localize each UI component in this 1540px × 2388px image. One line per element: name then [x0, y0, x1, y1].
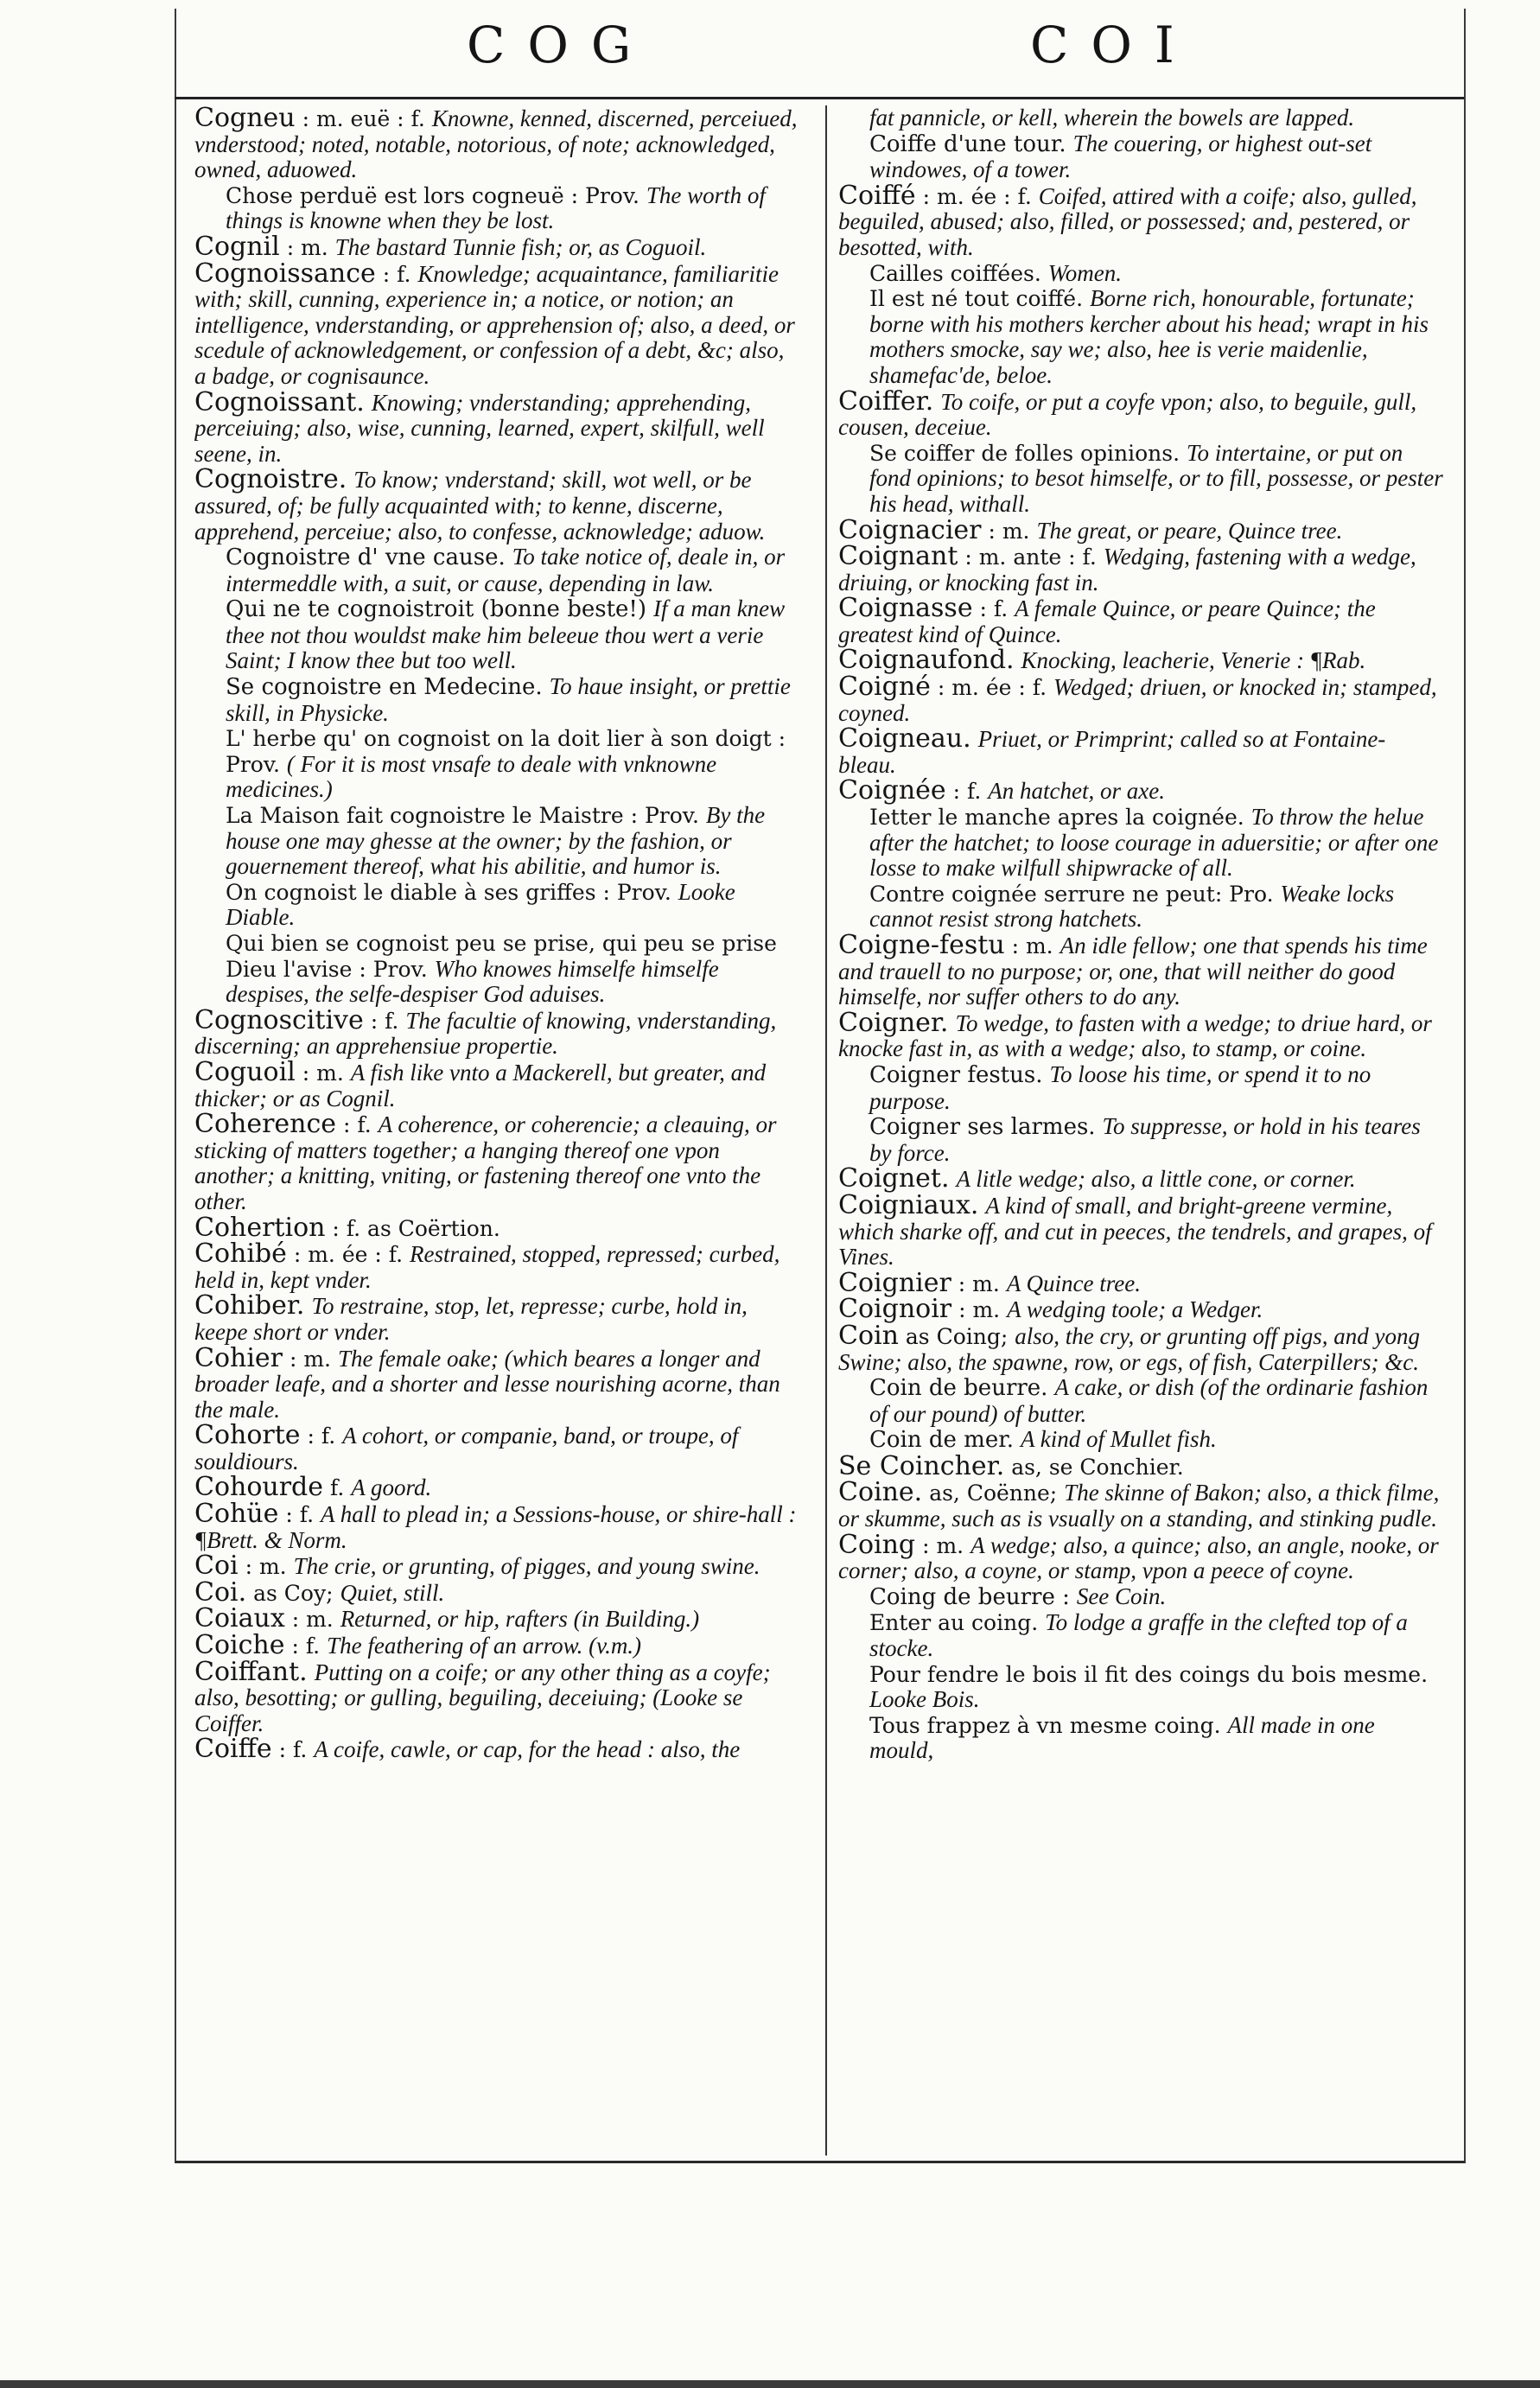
entry-headword: Qui ne te cognoistroit (bonne beste!) — [226, 596, 646, 623]
dictionary-entry — [194, 1420, 799, 1474]
dictionary-entry — [194, 1212, 799, 1243]
entry-french-gloss: : f. — [307, 1423, 336, 1449]
dictionary-entry — [194, 1111, 799, 1214]
entry-english-definition: Wedged; driuen, or knocked in; stamped, coyned. — [838, 674, 1437, 726]
entry-french-gloss: : m. — [922, 1532, 964, 1558]
entry-headword: Coine. — [838, 1477, 923, 1508]
dictionary-entry — [194, 1576, 799, 1608]
entry-french-gloss: : m. — [1011, 933, 1053, 958]
dictionary-entry — [838, 647, 1443, 674]
dictionary-entry — [194, 231, 799, 262]
entry-french-gloss: : f. — [382, 261, 411, 287]
entry-french-gloss: : m. — [988, 518, 1030, 544]
entry-french-gloss: : m. — [289, 1346, 332, 1372]
entry-french-gloss: : f. — [278, 1737, 308, 1763]
entry-english-definition: An hatchet, or axe. — [988, 778, 1165, 805]
entry-french-gloss: : f. — [291, 1633, 321, 1659]
dictionary-entry — [194, 1630, 799, 1661]
header-rule — [175, 97, 1464, 99]
entry-english-definition: Quiet, still. — [340, 1579, 445, 1606]
entry-english-definition: Looke Bois. — [869, 1686, 980, 1713]
entry-headword: Coiche — [194, 1630, 285, 1661]
entry-headword: Cohertion — [194, 1212, 326, 1243]
entry-english-definition: To know; vnderstand; skill, wot well, or be assured, of; be fully acquainted with; to kenne, discerne, apprehend, perceiue; also, to confesse, acknowledge; aduow. — [194, 467, 766, 544]
entry-french-gloss: : m. — [291, 1607, 334, 1633]
dictionary-entry — [838, 541, 1443, 595]
entry-french-gloss: Pour fendre le bois il fit des coings du bois mesme. — [869, 1661, 1429, 1687]
entry-english-definition: An idle fellow; one that spends his time and trauell to no purpose; or, one, that will neither do good himselfe, nor suffer others to do any. — [838, 933, 1428, 1010]
entry-english-definition: The worth of things is knowne when they be lost. — [226, 181, 766, 234]
entry-headword: Coherence — [194, 1109, 337, 1140]
entry-english-definition: The skinne of Bakon; also, a thick filme, or skumme, such as is vsually on a standing, and stinking pudle. — [838, 1480, 1440, 1532]
entry-french-gloss: : m. — [958, 1297, 1001, 1323]
entry-headword: Cognoscitive — [194, 1004, 364, 1035]
entry-headword: Coigneau. — [838, 723, 971, 755]
entry-english-definition: A coherence, or coherencie; a cleauing, or sticking of matters together; a hanging thereof one vpon another; a knitting, vniting, or fastening thereof one vnto the other. — [194, 1111, 777, 1214]
entry-english-definition: To lodge a graffe in the clefted top of a stocke. — [869, 1609, 1408, 1662]
entry-headword: Coi. — [194, 1576, 247, 1608]
entry-english-definition: The bastard Tunnie fish; or, as Coguoil. — [334, 233, 707, 260]
entry-headword: Coigner ses larmes. — [869, 1114, 1096, 1141]
entry-english-definition: See Coin. — [1076, 1582, 1167, 1609]
entry-headword: Coignoir — [838, 1294, 952, 1325]
dictionary-entry — [194, 105, 799, 183]
entry-headword: Cohorte — [194, 1420, 301, 1451]
dictionary-entry — [194, 1004, 799, 1060]
dictionary-entry — [838, 1477, 1443, 1532]
entry-french-gloss: as, Coënne; — [929, 1481, 1058, 1506]
dictionary-entry — [194, 1736, 799, 1763]
left-column — [194, 105, 799, 2154]
dictionary-entry — [838, 1296, 1443, 1323]
entry-english-definition: By the house one may ghesse at the owner; by the fashion, or gouernement thereof, what his abilitie, and humor is. — [226, 802, 766, 880]
entry-french-gloss: as Coing; — [905, 1323, 1009, 1349]
entry-french-gloss: Ietter le manche apres la coignée. — [869, 805, 1244, 831]
entry-headword: Cohibé — [194, 1239, 287, 1270]
entry-headword: Cognil — [194, 231, 280, 262]
entry-english-definition: Looke Diable. — [226, 878, 735, 931]
entry-english-definition: All made in one mould, — [869, 1711, 1375, 1764]
entry-french-gloss: : f. as Coërtion. — [332, 1215, 500, 1241]
dictionary-entry — [194, 1290, 799, 1345]
dictionary-entry — [194, 880, 799, 931]
entry-french-gloss: : f. — [285, 1502, 315, 1528]
dictionary-entry — [194, 544, 799, 596]
entry-headword: Coigne-festu — [838, 930, 1005, 960]
entry-english-definition: A wedging toole; a Wedger. — [1007, 1296, 1263, 1323]
dictionary-entry — [838, 1375, 1443, 1427]
entry-english-definition: Returned, or hip, rafters (in Building.) — [340, 1606, 700, 1633]
dictionary-entry — [194, 674, 799, 726]
dictionary-entry — [838, 131, 1443, 183]
entry-english-definition: Wedging, fastening with a wedge, driuing, or knocking fast in. — [838, 544, 1416, 595]
entry-headword: Coiffe — [194, 1734, 272, 1765]
entry-french-gloss: : m. ée : f. — [937, 675, 1047, 701]
dictionary-entry — [838, 286, 1443, 388]
entry-headword: Coignacier — [838, 514, 982, 545]
entry-english-definition: Knocking, leacherie, Venerie : ¶Rab. — [1021, 647, 1366, 674]
entry-english-definition: Coifed, attired with a coife; also, gulled, beguiled, abused; also, filled, or possessed; and, pestered, or besotted, with. — [838, 182, 1417, 260]
entry-headword: Coignasse — [838, 593, 973, 624]
entry-english-definition: A Quince tree. — [1006, 1270, 1141, 1296]
entry-english-definition: To intertaine, or put on fond opinions; to besot himselfe, or to fill, possesse, or pester his head, withall. — [869, 439, 1443, 517]
dictionary-entry — [838, 1007, 1443, 1062]
dictionary-entry — [194, 1501, 799, 1553]
entry-french-gloss: : m. ante : f. — [964, 544, 1097, 570]
entry-english-definition: To suppresse, or hold in his teares by force. — [869, 1113, 1421, 1166]
entry-headword: Coigner festus. — [869, 1061, 1043, 1088]
dictionary-entry — [194, 1056, 799, 1111]
entry-french-gloss: Se coiffer de folles opinions. — [869, 440, 1180, 466]
entry-french-gloss: as Coy; — [253, 1580, 334, 1606]
dictionary-entry — [838, 805, 1443, 882]
entry-english-definition: To haue insight, or prettie skill, in Physicke. — [226, 673, 791, 726]
entry-french-gloss: as, se Conchier. — [1011, 1454, 1184, 1480]
entry-headword: Coigner. — [838, 1007, 949, 1038]
dictionary-entry — [194, 803, 799, 880]
entry-english-definition: A cohort, or companie, band, or troupe, of souldiours. — [194, 1423, 739, 1474]
entry-headword: Coing de beurre : — [869, 1583, 1070, 1610]
running-head-right: COI — [1030, 16, 1197, 74]
column-divider — [825, 105, 827, 2156]
entry-french-gloss: Chose perduë est lors cogneuë : Prov. — [226, 182, 640, 208]
entry-headword: Cohier — [194, 1342, 283, 1373]
entry-french-gloss: On cognoist le diable à ses griffes : Prov. — [226, 879, 671, 905]
entry-french-gloss: Il est né tout coiffé. — [869, 286, 1084, 312]
entry-english-definition: Knowne, kenned, discerned, perceiued, vnderstood; noted, notable, notorious, of note; acknowledged, owned, aduowed. — [194, 105, 798, 183]
entry-headword: Coguoil — [194, 1056, 296, 1087]
dictionary-entry — [838, 1529, 1443, 1584]
entry-french-gloss: La Maison fait cognoistre le Maistre : Prov. — [226, 803, 699, 829]
dictionary-entry — [838, 385, 1443, 441]
entry-headword: Cohourde — [194, 1472, 324, 1503]
entry-english-definition: To restraine, stop, let, represse; curbe, hold in, keepe short or vnder. — [194, 1293, 748, 1345]
entry-headword: Cohüe — [194, 1499, 279, 1530]
entry-english-definition: Priuet, or Primprint; called so at Fontaine-bleau. — [838, 726, 1386, 778]
entry-english-definition: Weake locks cannot resist strong hatchets. — [869, 880, 1395, 933]
entry-headword: Coignaufond. — [838, 645, 1015, 676]
dictionary-entry — [838, 1114, 1443, 1166]
scan-edge — [0, 2380, 1540, 2388]
entry-french-gloss: f. — [329, 1475, 345, 1501]
entry-headword: Coi — [194, 1551, 239, 1582]
dictionary-entry — [838, 882, 1443, 933]
entry-english-definition: ( For it is most vnsafe to deale with vnknowne medicines.) — [226, 750, 717, 803]
entry-french-gloss: : m. — [245, 1554, 287, 1580]
entry-headword: Cohiber. — [194, 1290, 305, 1321]
entry-english-definition: Putting on a coife; or any other thing as a coyfe; also, besotting; or gulling, beguiling, deceiuing; (Looke se Coiffer. — [194, 1659, 771, 1736]
entry-english-definition: The feathering of an arrow. (v.m.) — [327, 1633, 642, 1659]
dictionary-entry — [838, 105, 1443, 131]
entry-english-definition: A wedge; also, a quince; also, an angle, nooke, or corner; also, a coyne, or stamp, vpon a peece of coyne. — [838, 1532, 1439, 1584]
entry-headword: Coiffé — [838, 180, 916, 211]
entry-headword: Coignant — [838, 541, 958, 572]
entry-english-definition: The crie, or grunting, of pigges, and young swine. — [293, 1553, 760, 1580]
entry-french-gloss: : m. ée : f. — [922, 183, 1032, 209]
dictionary-entry — [194, 596, 799, 674]
entry-headword: Se Coincher. — [838, 1450, 1005, 1481]
entry-french-gloss: : f. — [370, 1008, 399, 1034]
dictionary-entry — [838, 1662, 1443, 1713]
entry-french-gloss: Cailles coiffées. — [869, 260, 1041, 286]
entry-french-gloss: : m. ée : f. — [293, 1242, 404, 1268]
dictionary-entry — [838, 674, 1443, 726]
dictionary-entry — [838, 1320, 1443, 1375]
entry-french-gloss: Qui bien se cognoist peu se prise, qui peu se prise Dieu l'avise : Prov. — [226, 931, 777, 982]
dictionary-entry — [194, 1342, 799, 1423]
entry-english-definition: The great, or peare, Quince tree. — [1036, 517, 1343, 544]
dictionary-entry — [194, 183, 799, 234]
dictionary-entry — [194, 1603, 799, 1634]
entry-french-gloss: : m. — [958, 1270, 1000, 1296]
entry-french-gloss: Contre coignée serrure ne peut: Pro. — [869, 881, 1274, 907]
entry-french-gloss: L' herbe qu' on cognoist on la doit lier à son doigt : Prov. — [226, 726, 786, 777]
dictionary-entry — [838, 1427, 1443, 1454]
dictionary-entry — [838, 595, 1443, 647]
dictionary-entry — [194, 386, 799, 468]
entry-english-definition: A goord. — [351, 1474, 432, 1501]
dictionary-entry — [838, 930, 1443, 1010]
entry-headword: Coing — [838, 1529, 916, 1560]
entry-headword: Coiffer. — [838, 385, 934, 417]
entry-english-definition: If a man knew thee not thou wouldst make him beleeue thou wert a verie Saint; I know thee but too well. — [226, 595, 786, 674]
entry-english-definition: A female Quince, or peare Quince; the greatest kind of Quince. — [838, 595, 1376, 647]
entry-french-gloss: : m. — [286, 234, 328, 260]
entry-english-definition: A coife, cawle, or cap, for the head : also, the — [314, 1736, 741, 1763]
entry-english-definition: The facultie of knowing, vnderstanding, discerning; an apprehensiue propertie. — [194, 1007, 777, 1060]
entry-english-definition: The couering, or highest out-set windowes, of a tower. — [869, 130, 1372, 183]
entry-french-gloss: : m. — [302, 1060, 344, 1086]
dictionary-entry — [838, 775, 1443, 806]
entry-english-definition: also, the cry, or grunting off pigs, and yong Swine; also, the spawne, row, or egs, of fish, Caterpillers; &c. — [838, 1322, 1420, 1375]
entry-english-definition: Restrained, stopped, repressed; curbed, held in, kept vnder. — [194, 1241, 780, 1293]
dictionary-entry — [194, 1241, 799, 1293]
dictionary-entry — [194, 1656, 799, 1737]
entry-headword: Coin de mer. — [869, 1427, 1015, 1454]
entry-english-definition: To throw the helue after the hatchet; to loose courage in aduersitie; or after one losse to make wilfull shipwracke of all. — [869, 804, 1439, 882]
entry-english-definition: A litle wedge; also, a little cone, or corner. — [956, 1166, 1356, 1193]
entry-english-definition: Who knowes himselfe himselfe despises, the selfe-despiser God aduises. — [226, 955, 719, 1008]
dictionary-entry — [838, 1584, 1443, 1611]
entry-english-definition: fat pannicle, or kell, wherein the bowels are lapped. — [869, 105, 1355, 131]
dictionary-entry — [194, 1553, 799, 1580]
dictionary-entry — [838, 1163, 1443, 1194]
entry-english-definition: Women. — [1047, 259, 1122, 286]
entry-english-definition: Knowing; vnderstanding; apprehending, perceiuing; also, wise, cunning, learned, expert, skilfull, well seene, in. — [194, 389, 765, 467]
entry-headword: Coignet. — [838, 1163, 950, 1194]
entry-english-definition: The female oake; (which beares a longer and broader leafe, and a shorter and lesse nourishing acorne, than the male. — [194, 1345, 780, 1423]
dictionary-entry — [838, 261, 1443, 287]
dictionary-entry — [838, 441, 1443, 518]
entry-english-definition: Borne rich, honourable, fortunate; borne with his mothers kercher about his head; wrapt in his mothers smocke, say we; also, hee is verie maidenlie, shamefac'de, beloe. — [869, 285, 1429, 388]
entry-headword: Cognoistre d' vne cause. — [226, 544, 506, 571]
dictionary-entry — [838, 1610, 1443, 1661]
dictionary-entry — [838, 723, 1443, 778]
right-column — [838, 105, 1443, 2154]
entry-headword: Coiffe d'une tour. — [869, 131, 1066, 157]
dictionary-entry — [838, 1267, 1443, 1298]
entry-headword: Se cognoistre en Medecine. — [226, 674, 543, 701]
entry-english-definition: A kind of small, and bright-greene vermine, which sharke off, and cut in peeces, the tendrels, and grapes, of Vines. — [838, 1192, 1432, 1270]
entry-headword: Coin — [838, 1320, 899, 1351]
dictionary-entry — [194, 931, 799, 1008]
entry-headword: Coin de beurre. — [869, 1375, 1048, 1402]
entry-headword: Cognoissance — [194, 258, 376, 289]
entry-english-definition: A kind of Mullet fish. — [1021, 1426, 1217, 1453]
entry-headword: Cognoissant. — [194, 386, 365, 417]
dictionary-entry — [838, 1713, 1443, 1764]
entry-headword: Coiffant. — [194, 1656, 308, 1687]
entry-english-definition: To coife, or put a coyfe vpon; also, to beguile, gull, cousen, deceiue. — [838, 388, 1417, 441]
running-head-left: COG — [467, 16, 654, 74]
entry-french-gloss: : f. — [952, 779, 982, 805]
entry-english-definition: Knowledge; acquaintance, familiaritie with; skill, cunning, experience in; a notice, or notion; an intelligence, vnderstanding, or apprehension of; also, a deed, or scedule of acknowledgement, or confession of a debt, &c; also, a badge, or cognisaunce. — [194, 260, 795, 389]
entry-french-gloss: Enter au coing. — [869, 1610, 1039, 1636]
dictionary-entry — [838, 1450, 1443, 1481]
entry-english-definition: To take notice of, deale in, or intermeddle with, a suit, or cause, depending in law. — [226, 544, 786, 596]
dictionary-entry — [838, 1062, 1443, 1114]
entry-headword: Coigné — [838, 672, 931, 703]
dictionary-entry — [194, 726, 799, 803]
entry-english-definition: A fish like vnto a Mackerell, but greater, and thicker; or as Cognil. — [194, 1059, 767, 1111]
dictionary-entry — [838, 1189, 1443, 1270]
dictionary-entry — [194, 1474, 799, 1501]
entry-english-definition: A hall to plead in; a Sessions-house, or shire-hall : ¶Brett. & Norm. — [194, 1501, 797, 1553]
entry-french-gloss: : f. — [979, 596, 1009, 622]
dictionary-entry — [838, 514, 1443, 545]
entry-headword: Coigniaux. — [838, 1189, 979, 1220]
entry-english-definition: To loose his time, or spend it to no purpose. — [869, 1060, 1371, 1114]
entry-headword: Coiaux — [194, 1603, 285, 1634]
entry-french-gloss: Tous frappez à vn mesme coing. — [869, 1712, 1221, 1738]
entry-headword: Coignier — [838, 1267, 951, 1298]
entry-french-gloss: : f. — [343, 1112, 372, 1138]
dictionary-entry — [838, 180, 1443, 261]
dictionary-entry — [194, 258, 799, 390]
entry-headword: Cognoistre. — [194, 464, 347, 495]
entry-french-gloss: : m. euë : f. — [302, 106, 425, 131]
entry-english-definition: To wedge, to fasten with a wedge; to driue hard, or knocke fast in, as with a wedge; also, to stamp, or coine. — [838, 1009, 1432, 1062]
dictionary-entry — [194, 464, 799, 544]
entry-headword: Coignée — [838, 775, 946, 806]
entry-headword: Cogneu — [194, 105, 296, 133]
entry-english-definition: A cake, or dish (of the ordinarie fashion of our pound) of butter. — [869, 1374, 1429, 1427]
